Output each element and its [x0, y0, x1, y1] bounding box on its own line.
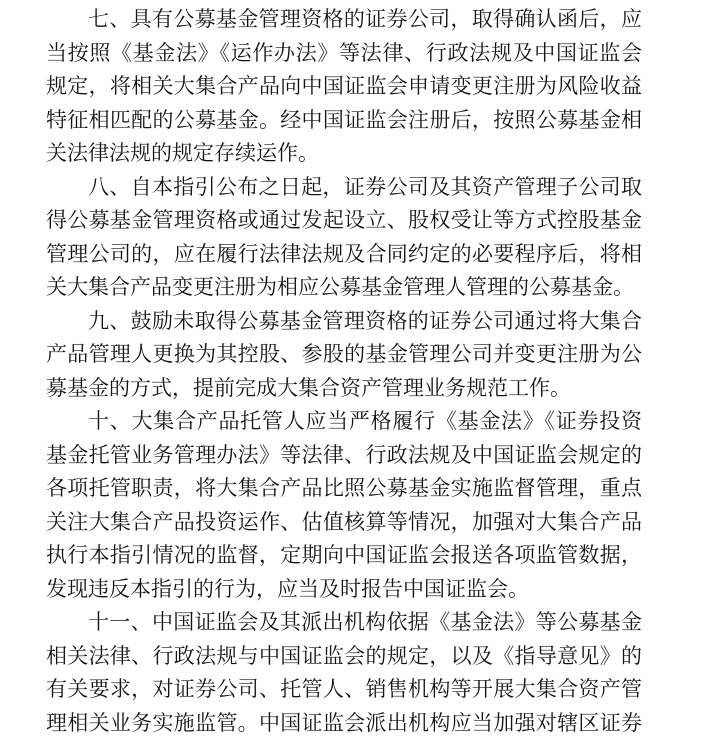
- text-line: 规定，将相关大集合产品向中国证监会申请变更注册为风险收益: [46, 74, 642, 98]
- text-line: 募基金的方式，提前完成大集合资产管理业务规范工作。: [46, 375, 571, 400]
- text-line: 管理公司的，应在履行法律法规及合同约定的必要程序后，将相: [46, 241, 642, 266]
- text-line: 执行本指引情况的监督，定期向中国证监会报送各项监管数据，: [46, 543, 642, 567]
- text-line: 九、鼓励未取得公募基金管理资格的证券公司通过将大集合: [88, 308, 642, 333]
- text-line: 关大集合产品变更注册为相应公募基金管理人管理的公募基金。: [46, 275, 634, 299]
- text-line: 关注大集合产品投资运作、估值核算等情况，加强对大集合产品: [46, 509, 642, 534]
- text-line: 当按照《基金法》《运作办法》等法律、行政法规及中国证监会: [46, 40, 642, 65]
- text-line: 理相关业务实施监管。中国证监会派出机构应当加强对辖区证券: [46, 710, 642, 735]
- text-line: 十、大集合产品托管人应当严格履行《基金法》《证券投资: [88, 409, 642, 433]
- text-line: 七、具有公募基金管理资格的证券公司，取得确认函后，应: [88, 7, 642, 31]
- text-line: 得公募基金管理资格或通过发起设立、股权受让等方式控股基金: [46, 208, 642, 232]
- paragraph-clause-10: [46, 405, 642, 606]
- paragraph-clause-7: [46, 3, 642, 171]
- text-line: 十一、中国证监会及其派出机构依据《基金法》等公募基金: [88, 610, 642, 634]
- text-line: 发现违反本指引的行为，应当及时报告中国证监会。: [46, 576, 529, 601]
- paragraph-clause-9: [46, 305, 642, 406]
- text-line: 相关法律、行政法规与中国证监会的规定，以及《指导意见》的: [46, 643, 642, 668]
- text-line: 产品管理人更换为其控股、参股的基金管理公司并变更注册为公: [46, 342, 642, 366]
- text-line: 八、自本指引公布之日起，证券公司及其资产管理子公司取: [88, 174, 642, 199]
- text-line: 基金托管业务管理办法》等法律、行政法规及中国证监会规定的: [46, 442, 642, 467]
- text-line: 有关要求，对证券公司、托管人、销售机构等开展大集合资产管: [46, 677, 642, 701]
- paragraph-clause-11: [46, 606, 642, 740]
- text-line: 各项托管职责，将大集合产品比照公募基金实施监督管理，重点: [46, 476, 642, 500]
- text-line: 特征相匹配的公募基金。经中国证监会注册后，按照公募基金相: [46, 107, 642, 132]
- text-line: 关法律法规的规定存续运作。: [46, 141, 319, 165]
- paragraph-clause-8: [46, 171, 642, 305]
